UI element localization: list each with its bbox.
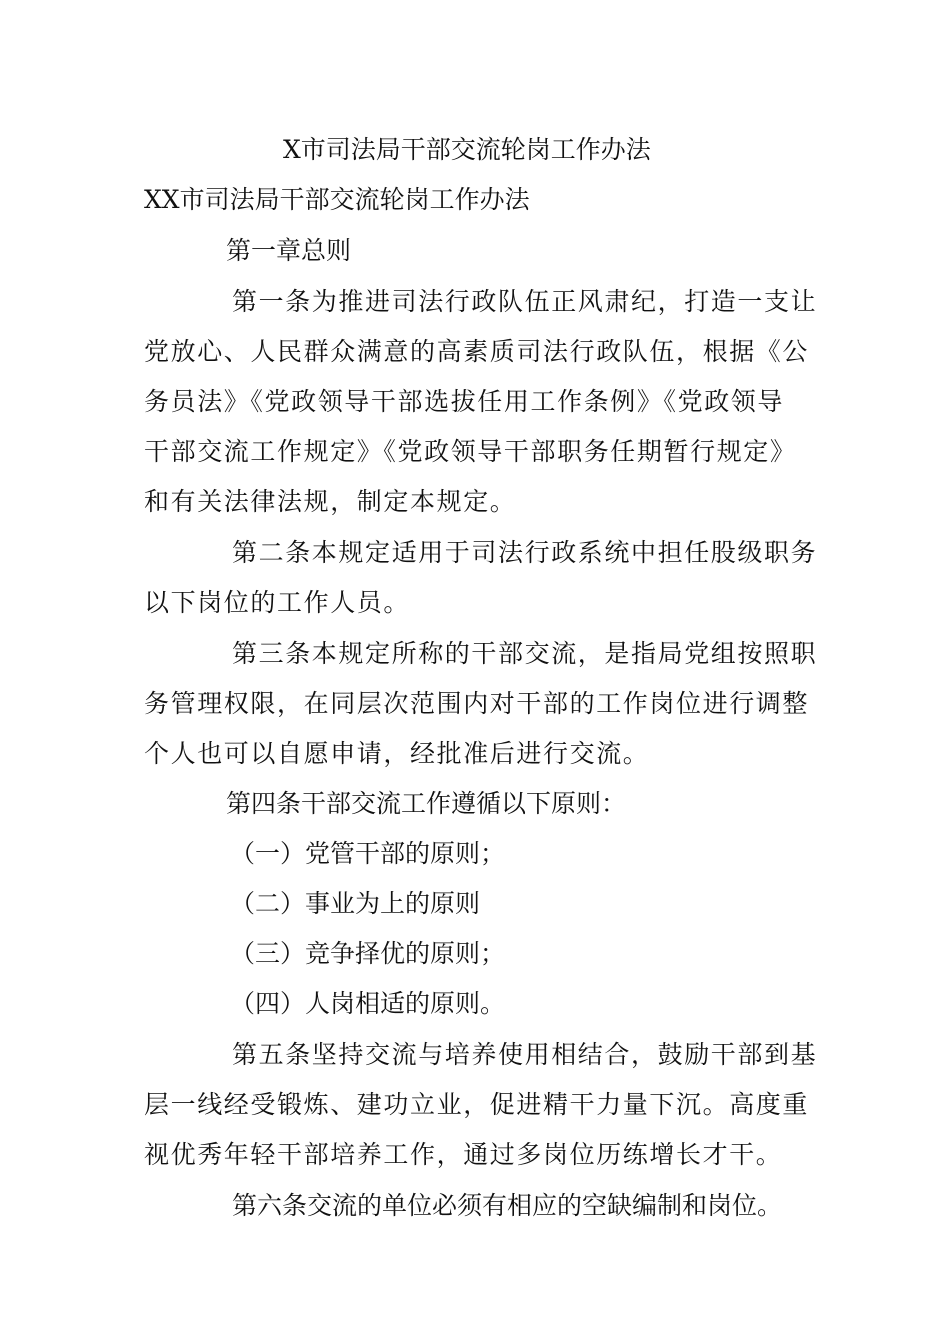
article-3-line-2: 务管理权限，在同层次范围内对干部的工作岗位进行调整 (144, 689, 810, 718)
article-5-line-1: 第五条坚持交流与培养使用相结合，鼓励干部到基 (232, 1040, 818, 1069)
document-subtitle: XX市司法局干部交流轮岗工作办法 (144, 185, 530, 214)
principle-item: （二）事业为上的原则 (230, 889, 481, 918)
article-3-line-3: 个人也可以自愿申请，经批准后进行交流。 (144, 739, 650, 768)
article-1-line-3: 务员法》《党政领导干部选拔任用工作条例》《党政领导 (144, 387, 785, 416)
article-1-line-4: 干部交流工作规定》《党政领导干部职务任期暂行规定》 (144, 437, 797, 466)
article-1-line-5: 和有关法律法规，制定本规定。 (144, 487, 517, 516)
article-1-line-2: 党放心、人民群众满意的高素质司法行政队伍，根据《公 (144, 337, 810, 366)
article-2-line-2: 以下岗位的工作人员。 (144, 588, 411, 617)
document-title: X市司法局干部交流轮岗工作办法 (283, 135, 651, 164)
principle-item: （一）党管干部的原则； (230, 839, 506, 868)
article-3-line-1: 第三条本规定所称的干部交流，是指局党组按照职 (232, 639, 818, 668)
principle-item: （三）竞争择优的原则； (230, 939, 506, 968)
article-4: 第四条干部交流工作遵循以下原则： (226, 789, 627, 818)
article-6: 第六条交流的单位必须有相应的空缺编制和岗位。 (232, 1191, 783, 1220)
principle-item: （四）人岗相适的原则。 (230, 989, 506, 1018)
article-1-line-1: 第一条为推进司法行政队伍正风肃纪，打造一支让 (232, 287, 818, 316)
article-5-line-2: 层一线经受锻炼、建功立业，促进精干力量下沉。高度重 (144, 1090, 810, 1119)
article-5-line-3: 视优秀年轻干部培养工作，通过多岗位历练增长才干。 (144, 1140, 783, 1169)
chapter-heading: 第一章总则 (226, 236, 352, 265)
article-2-line-1: 第二条本规定适用于司法行政系统中担任股级职务 (232, 538, 818, 567)
